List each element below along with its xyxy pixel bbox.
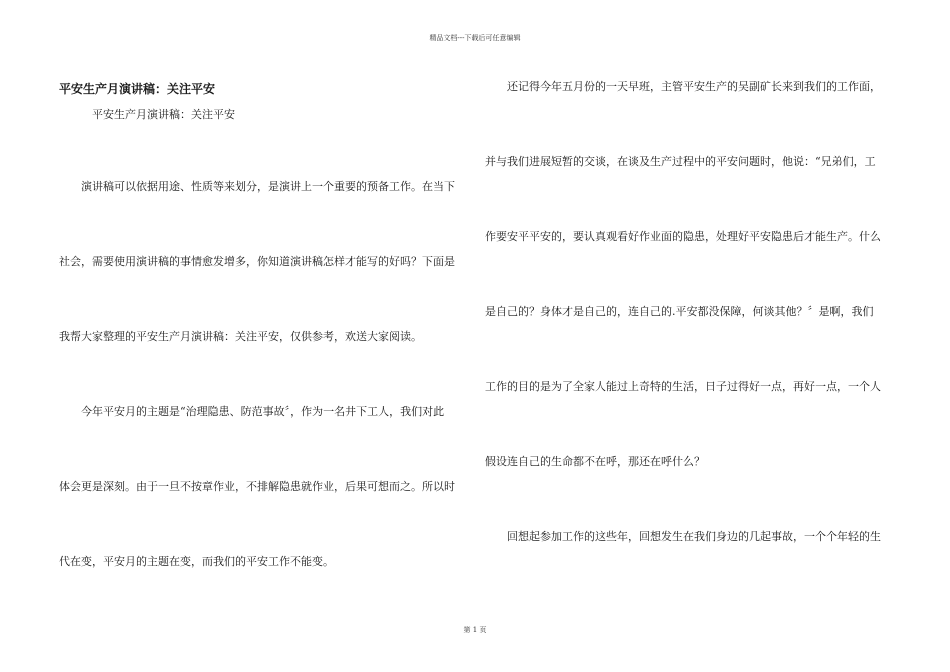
right-paragraph-line: 假设连自己的生命都不在呼，那还在呼什么？ [485, 455, 705, 468]
right-paragraph-line: 作要安平平安的，要认真观看好作业面的隐患，处理好平安隐患后才能生产。什么 [485, 230, 881, 243]
right-paragraph-line: 工作的目的是为了全家人能过上奇特的生活，日子过得好一点，再好一点，一个人 [485, 380, 881, 393]
left-paragraph-line: 体会更是深刻。由于一旦不按章作业，不排解隐患就作业，后果可想而之。所以时 [59, 480, 455, 493]
left-paragraph-line: 我帮大家整理的平安生产月演讲稿：关注平安，仅供参考，欢送大家阅读。 [59, 330, 422, 343]
left-paragraph-line: 今年平安月的主题是“治理隐患、防范事故〞，作为一名井下工人，我们对此 [81, 405, 445, 418]
left-paragraph-line: 代在变，平安月的主题在变，而我们的平安工作不能变。 [59, 555, 334, 568]
right-paragraph-line: 是自己的？身体才是自己的，连自己的.平安都没保障，何谈其他？〞是啊，我们 [485, 305, 874, 318]
left-paragraph-line: 社会，需要使用演讲稿的事情愈发增多，你知道演讲稿怎样才能写的好吗？下面是 [59, 255, 455, 268]
right-paragraph-line: 回想起参加工作的这些年，回想发生在我们身边的几起事故，一个个年轻的生 [507, 530, 881, 543]
document-subtitle: 平安生产月演讲稿：关注平安 [92, 108, 235, 121]
left-paragraph-line: 演讲稿可以依据用途、性质等来划分，是演讲上一个重要的预备工作。在当下 [81, 180, 455, 193]
right-paragraph-line: 还记得今年五月份的一天早班，主管平安生产的吴副矿长来到我们的工作面， [507, 80, 881, 93]
right-paragraph-line: 并与我们进展短暂的交谈，在谈及生产过程中的平安问题时，他说：“兄弟们，工 [485, 155, 876, 168]
page-number: 第 1 页 [463, 626, 487, 634]
page-header: 精品文档---下载后可任意编辑 [429, 34, 521, 42]
document-title: 平安生产月演讲稿：关注平安 [59, 82, 216, 96]
